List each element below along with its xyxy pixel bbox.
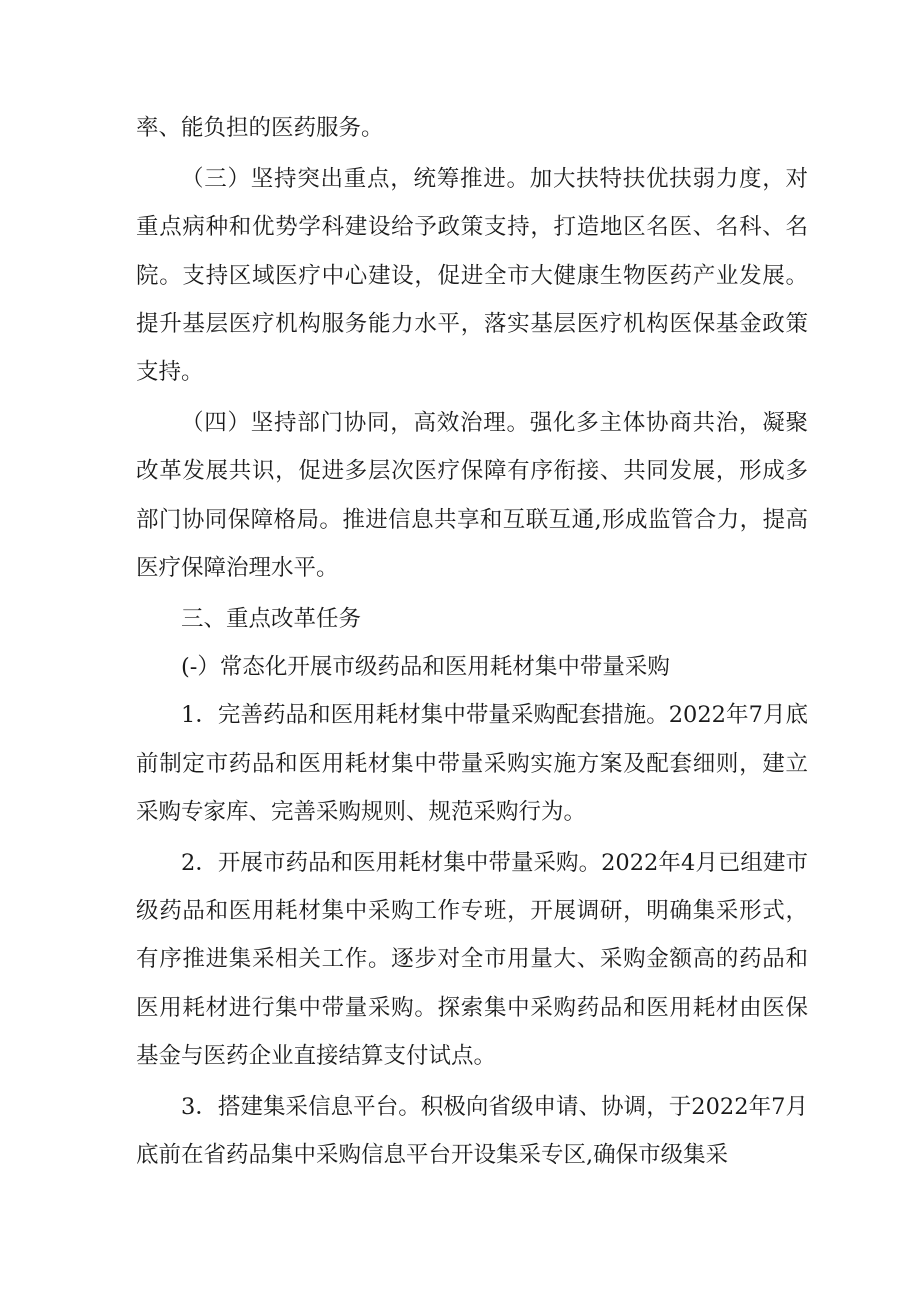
- paragraph-principle-4: （四）坚持部门协同，高效治理。强化多主体协商共治，凝聚改革发展共识，促进多层次医疗保障有序衔接、共同发展，形成多部门协同保障格局。推进信息共享和互联互通,形成监管合力，提高医疗保障治理水平。: [136, 410, 808, 581]
- subsection-heading-1: (-）常态化开展市级药品和医用耗材集中带量采购: [181, 654, 670, 681]
- section-heading-3: 三、重点改革任务: [181, 606, 362, 633]
- paragraph-item-2: 2．开展市药品和医用耗材集中带量采购。2022年4月已组建市级药品和医用耗材集中采购工作专班，开展调研，明确集采形式，有序推进集采相关工作。逐步对全市用量大、采购金额高的药品和医用耗材进行集中带量采购。探索集中采购药品和医用耗材由医保基金与医药企业直接结算支付试点。: [136, 850, 808, 1069]
- paragraph-principle-3: （三）坚持突出重点，统筹推进。加大扶特扶优扶弱力度，对重点病种和优势学科建设给予政策支持，打造地区名医、名科、名院。支持区域医疗中心建设，促进全市大健康生物医药产业发展。提升基层医疗机构服务能力水平，落实基层医疗机构医保基金政策支持。: [136, 166, 808, 386]
- paragraph-item-1: 1．完善药品和医用耗材集中带量采购配套措施。2022年7月底前制定市药品和医用耗材集中带量采购实施方案及配套细则，建立采购专家库、完善采购规则、规范采购行为。: [136, 702, 808, 825]
- document-body: [136, 104, 808, 1179]
- paragraph-item-3: 3．搭建集采信息平台。积极向省级申请、协调，于2022年7月底前在省药品集中采购信息平台开设集采专区,确保市级集采: [136, 1094, 808, 1169]
- paragraph-continuation: 率、能负担的医药服务。: [136, 115, 384, 141]
